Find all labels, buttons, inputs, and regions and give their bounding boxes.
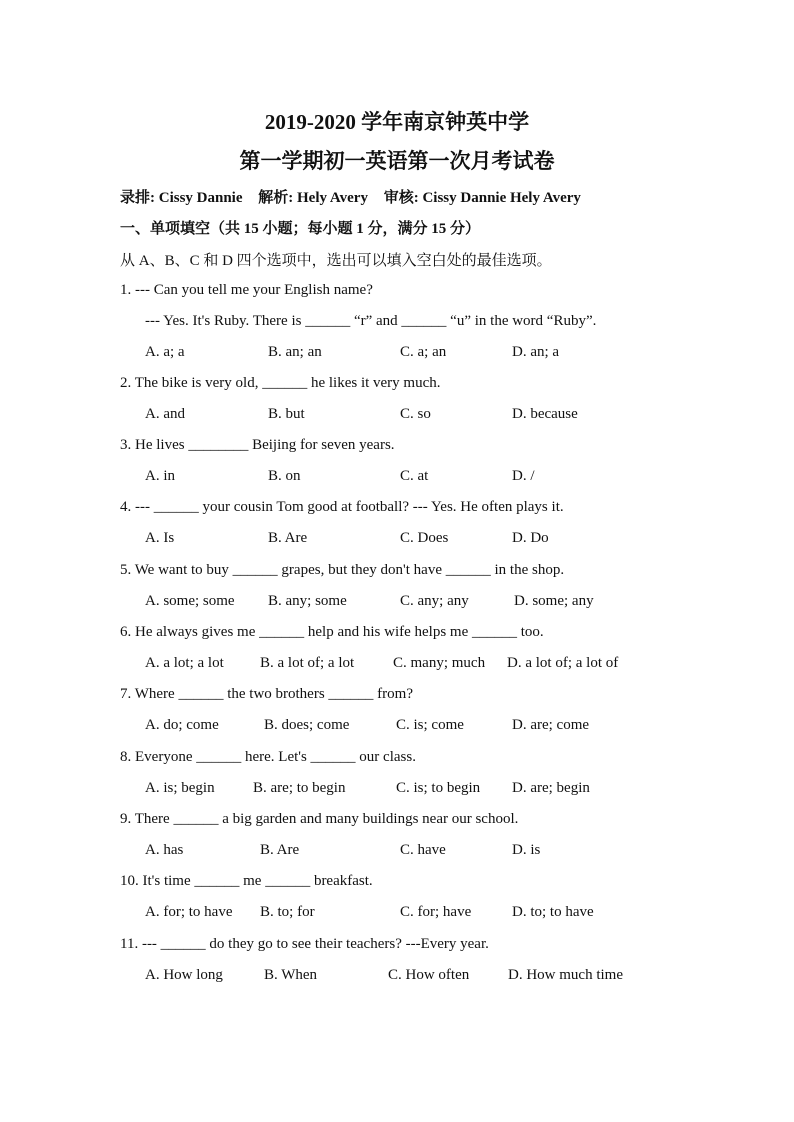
option-a: A. some; some [145, 593, 235, 609]
question-7: 7. Where ______ the two brothers ______ from? [120, 686, 413, 702]
option-a: A. is; begin [145, 780, 215, 796]
option-a: A. and [145, 406, 185, 422]
option-a: A. a lot; a lot [145, 655, 224, 671]
question-8: 8. Everyone ______ here. Let's ______ our class. [120, 749, 416, 765]
option-c: C. at [400, 468, 429, 484]
option-c: C. so [400, 406, 431, 422]
option-b: B. any; some [268, 593, 347, 609]
option-b: B. does; come [264, 717, 350, 733]
question-6: 6. He always gives me ______ help and his wife helps me ______ too. [120, 624, 544, 640]
question-9: 9. There ______ a big garden and many buildings near our school. [120, 811, 519, 827]
option-d: D. a lot of; a lot of [507, 655, 619, 671]
option-a: A. in [145, 468, 175, 484]
option-d: D. Do [512, 530, 549, 546]
option-a: A. for; to have [145, 904, 233, 920]
option-a: A. How long [145, 967, 223, 983]
option-c: C. Does [400, 530, 449, 546]
option-d: D. is [512, 842, 541, 858]
option-c: C. many; much [393, 655, 486, 671]
exam-subtitle: 第一学期初一英语第一次月考试卷 [239, 149, 555, 173]
question-5: 5. We want to buy ______ grapes, but they don't have ______ in the shop. [120, 562, 565, 578]
option-c: C. any; any [400, 593, 469, 609]
exam-title: 2019-2020 学年南京钟英中学 [264, 110, 530, 134]
option-b: B. are; to begin [253, 780, 346, 796]
question-2: 2. The bike is very old, ______ he likes it very much. [120, 375, 441, 391]
question-3: 3. He lives ________ Beijing for seven years. [120, 437, 395, 453]
option-b: B. Are [260, 842, 300, 858]
option-d: D. are; come [512, 717, 590, 733]
option-d: D. are; begin [512, 780, 590, 796]
option-c: C. for; have [400, 904, 472, 920]
option-a: A. Is [145, 530, 175, 546]
option-b: B. but [268, 406, 305, 422]
option-b: B. Are [268, 530, 308, 546]
option-a: A. has [145, 842, 184, 858]
option-a: A. a; a [145, 344, 185, 360]
option-d: D. because [512, 406, 578, 422]
credits-line [120, 186, 593, 207]
option-b: B. an; an [268, 344, 322, 360]
option-c: C. a; an [400, 344, 447, 360]
option-d: D. How much time [508, 967, 623, 983]
option-b: B. a lot of; a lot [260, 655, 355, 671]
question-4: 4. --- ______ your cousin Tom good at football? --- Yes. He often plays it. [120, 499, 564, 515]
credit-analysis: 解析: Hely Avery [258, 190, 368, 206]
question-11: 11. --- ______ do they go to see their teachers? ---Every year. [120, 936, 489, 952]
option-a: A. do; come [145, 717, 219, 733]
option-b: B. to; for [260, 904, 315, 920]
question-1-dialogue: --- Yes. It's Ruby. There is ______ “r” and ______ “u” in the word “Ruby”. [145, 313, 597, 329]
section-instruction: 从 A、B、C 和 D 四个选项中，选出可以填入空白处的最佳选项。 [120, 253, 552, 269]
option-c: C. is; to begin [396, 780, 481, 796]
option-d: D. / [512, 468, 535, 484]
option-c: C. How often [388, 967, 470, 983]
section-heading: 一、单项填空（共 15 小题；每小题 1 分，满分 15 分） [120, 221, 481, 237]
option-c: C. have [400, 842, 446, 858]
option-b: B. When [264, 967, 318, 983]
question-10: 10. It's time ______ me ______ breakfast. [120, 873, 373, 889]
option-d: D. some; any [514, 593, 594, 609]
option-b: B. on [268, 468, 301, 484]
credit-typesetting: 录排: Cissy Dannie [120, 190, 243, 206]
option-d: D. to; to have [512, 904, 594, 920]
question-1: 1. --- Can you tell me your English name? [120, 282, 373, 298]
credit-review: 审核: Cissy Dannie Hely Avery [383, 190, 581, 206]
option-d: D. an; a [512, 344, 560, 360]
option-c: C. is; come [396, 717, 464, 733]
